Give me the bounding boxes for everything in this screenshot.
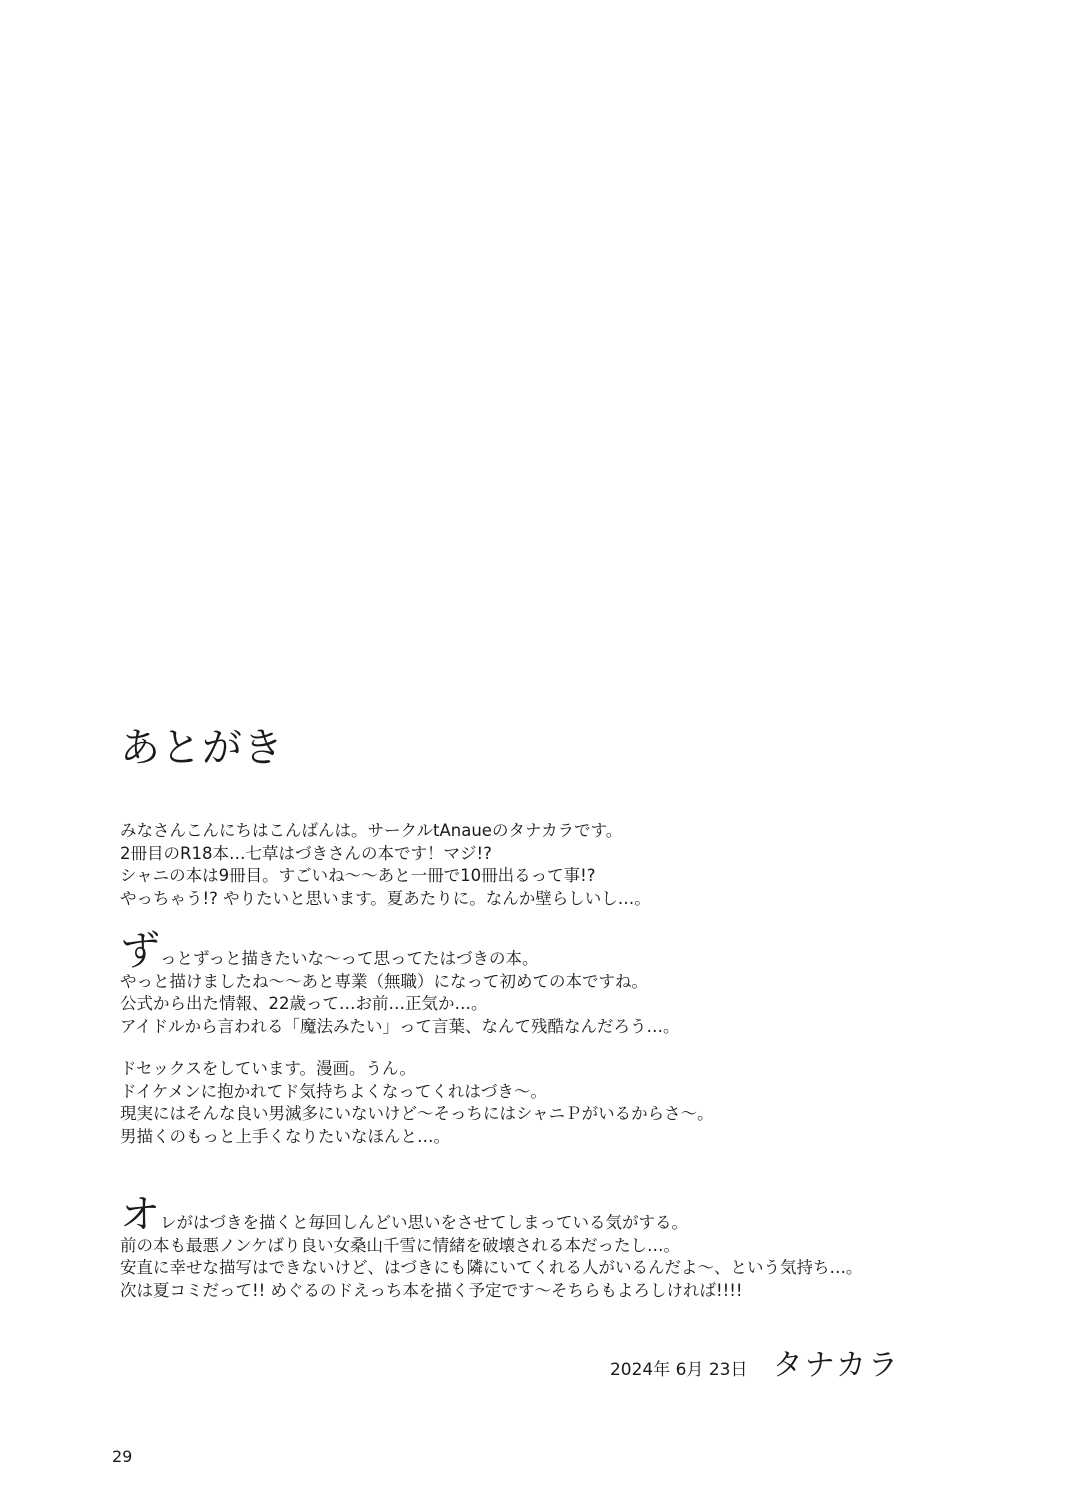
text-line: ドイケメンに抱かれてド気持ちよくなってくれはづき〜。 xyxy=(120,1081,547,1101)
text-line: 次は夏コミだって!! めぐるのドえっち本を描く予定です〜そちらもよろしければ!!!! xyxy=(120,1280,743,1300)
paragraph-content xyxy=(120,1058,940,1148)
text-line-rest: っとずっと描きたいな〜って思ってたはづきの本。 xyxy=(160,949,539,968)
text-line: 男描くのもっと上手くなりたいなほんと…。 xyxy=(120,1126,450,1146)
text-line xyxy=(120,928,940,974)
text-line: 安直に幸せな描写はできないけど、はづきにも隣にいてくれる人がいるんだよ〜、という気持ち…。 xyxy=(120,1258,863,1277)
text-line-rest: レがはづきを描くと毎回しんどい思いをさせてしまっている気がする。 xyxy=(160,1213,688,1232)
text-line: ドセックスをしています。漫画。うん。 xyxy=(120,1059,417,1078)
text-line: やっちゃう!? やりたいと思います。夏あたりに。なんか壁らしいし…。 xyxy=(120,888,651,908)
text-line: アイドルから言われる「魔法みたい」って言葉、なんて残酷なんだろう…。 xyxy=(120,1016,680,1036)
text-line xyxy=(120,1192,940,1238)
text-line: みなさんこんにちはこんばんは。サークルtAnaueのタナカラです。 xyxy=(120,821,623,840)
text-line: 前の本も最悪ノンケばり良い女桑山千雪に情緒を破壊される本だったし…。 xyxy=(120,1235,681,1255)
drop-cap: ず xyxy=(120,928,160,974)
paragraph-closing xyxy=(120,1192,940,1302)
text-line: シャニの本は9冊目。すごいね〜〜あと一冊で10冊出るって事!? xyxy=(120,866,596,885)
drop-cap: オ xyxy=(120,1192,160,1238)
text-line: 公式から出た情報、22歳って…お前…正気か…。 xyxy=(120,994,488,1013)
paragraph-greeting xyxy=(120,820,940,910)
text-line: 現実にはそんな良い男滅多にいないけど〜そっちにはシャニＰがいるからさ〜。 xyxy=(120,1104,714,1123)
signature-name: タナカラ xyxy=(772,1348,900,1383)
text-line: やっと描けましたね〜〜あと専業（無職）になって初めての本ですね。 xyxy=(120,971,648,991)
text-line: 2冊目のR18本…七草はづきさんの本です！マジ!? xyxy=(120,843,492,863)
paragraph-hazuki-book xyxy=(120,928,940,1038)
signature xyxy=(610,1340,900,1384)
page-title: あとがき xyxy=(120,725,284,771)
signature-date: 2024年 6月 23日 xyxy=(609,1360,748,1380)
page-number: 29 xyxy=(112,1447,133,1466)
